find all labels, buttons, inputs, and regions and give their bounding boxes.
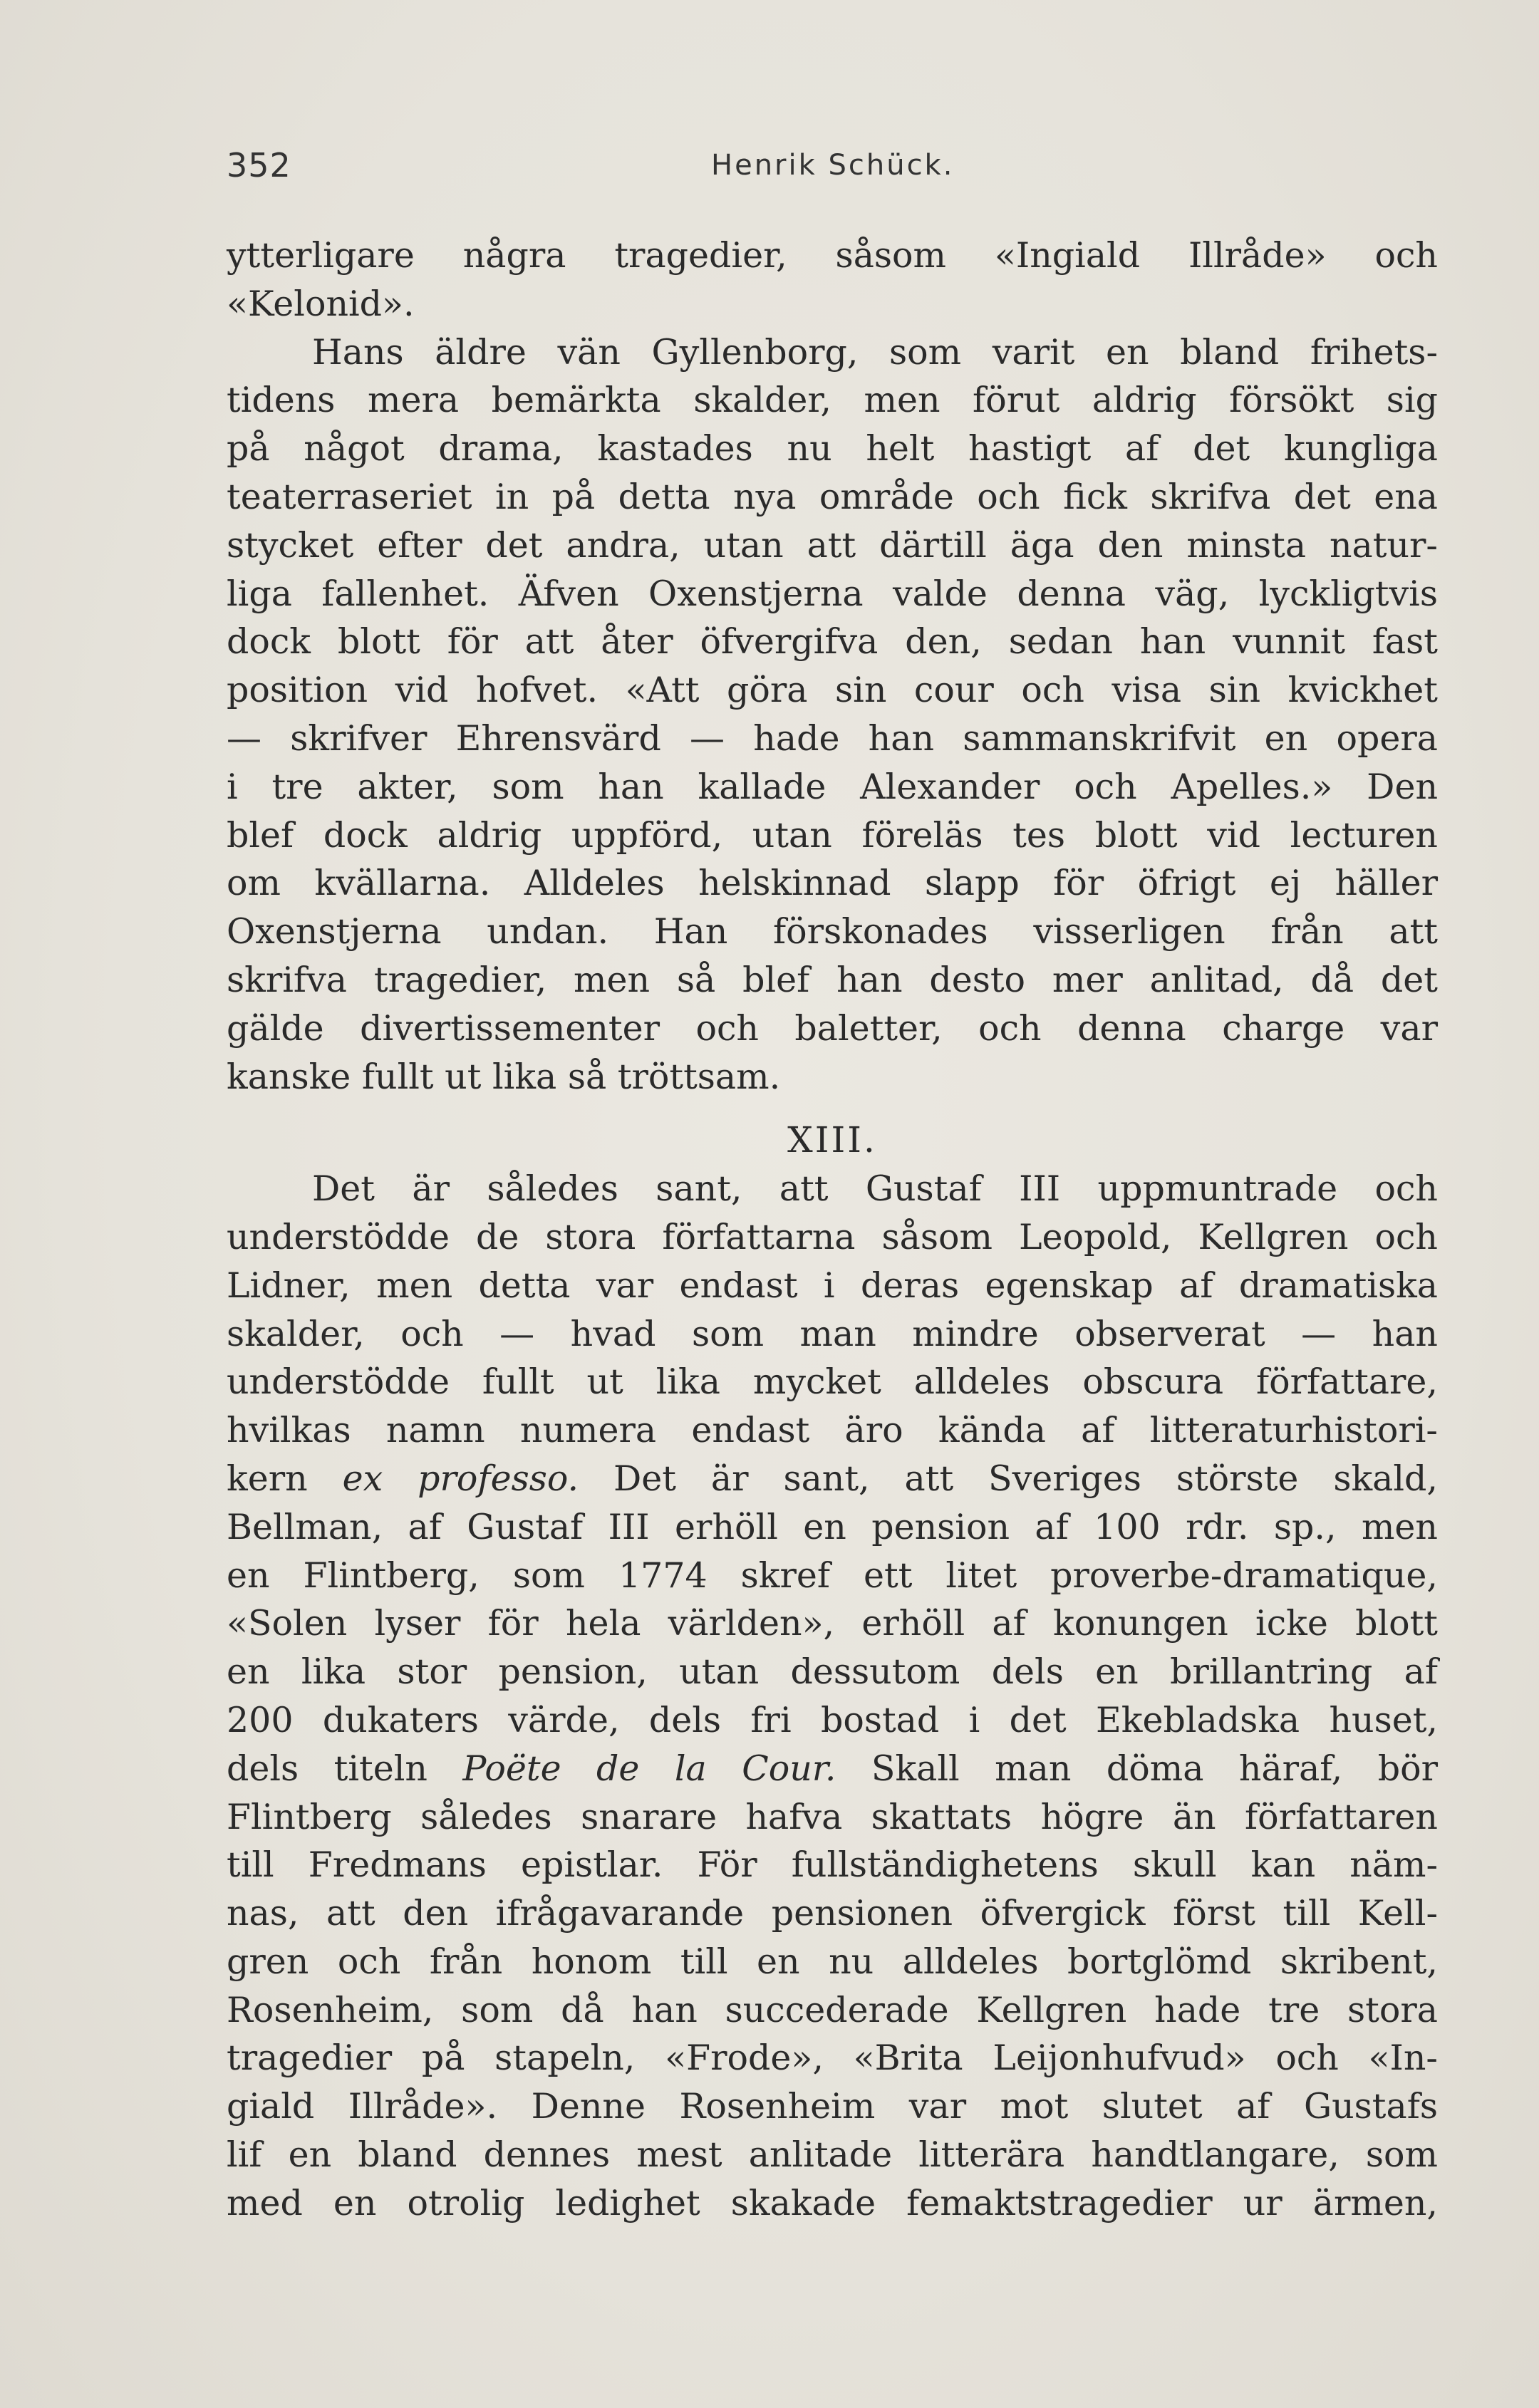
- text-fragment: Skall man döma häraf, bör: [871, 1748, 1438, 1789]
- text-line: dock blott för att åter öfvergifva den, sedan han vunnit fast: [227, 621, 1438, 663]
- text-line: gälde divertissementer och baletter, och denna charge var: [227, 1007, 1438, 1049]
- text-line: Rosenheim, som då han succederade Kellgren hade tre stora: [227, 1989, 1438, 2030]
- text-line: «Kelonid».: [227, 283, 415, 324]
- text-line: «Solen lyser för hela världen», erhöll af konungen icke blott: [227, 1603, 1438, 1644]
- text-line: teaterraseriet in på detta nya område och fick skrifva det ena: [227, 476, 1438, 517]
- text-line: understödde fullt ut lika mycket alldeles obscura författare,: [227, 1361, 1438, 1403]
- text-line: position vid hofvet. «Att göra sin cour och visa sin kvickhet: [227, 670, 1438, 711]
- text-line: skalder, och — hvad som man mindre observerat — han: [227, 1313, 1438, 1354]
- text-line: kanske fullt ut lika så tröttsam.: [227, 1056, 781, 1097]
- page-header: [227, 146, 1438, 196]
- text-line: gren och från honom till en nu alldeles bortglömd skribent,: [227, 1941, 1438, 1982]
- text-line: understödde de stora författarna såsom Leopold, Kellgren och: [227, 1216, 1438, 1257]
- text-line: en Flintberg, som 1774 skref ett litet proverbe-dramatique,: [227, 1555, 1438, 1596]
- text-fragment: dels titeln: [227, 1748, 428, 1789]
- text-line: blef dock aldrig uppförd, utan föreläs tes blott vid lecturen: [227, 814, 1438, 856]
- page-number: 352: [227, 146, 291, 185]
- text-line: skrifva tragedier, men så blef han desto mer anlitad, då det: [227, 959, 1438, 1000]
- text-line: tragedier på stapeln, «Frode», «Brita Leijonhufvud» och «In-: [227, 2038, 1438, 2079]
- text-line: Bellman, af Gustaf III erhöll en pension af 100 rdr. sp., men: [227, 1506, 1438, 1547]
- body-text: [227, 232, 1438, 2228]
- text-fragment: kern: [227, 1458, 308, 1499]
- text-line: Hans äldre vän Gyllenborg, som varit en bland frihets-: [312, 331, 1438, 373]
- text-line: Oxenstjerna undan. Han förskonades visserligen från att: [227, 911, 1438, 953]
- text-line: lif en bland dennes mest anlitade litterära handtlangare, som: [227, 2134, 1438, 2176]
- text-line: hvilkas namn numera endast äro kända af litteraturhistori-: [227, 1410, 1438, 1451]
- text-line: [227, 1455, 1438, 1503]
- text-line: 200 dukaters värde, dels fri bostad i det Ekebladska huset,: [227, 1699, 1438, 1740]
- text-line: tidens mera bemärkta skalder, men förut aldrig försökt sig: [227, 380, 1438, 421]
- text-line: till Fredmans epistlar. För fullständighetens skull kan näm-: [227, 1844, 1438, 1886]
- text-line: stycket efter det andra, utan att därtill äga den minsta natur-: [227, 524, 1438, 566]
- text-line: med en otrolig ledighet skakade femaktstragedier ur ärmen,: [227, 2182, 1438, 2223]
- italic-phrase: ex professo.: [342, 1458, 579, 1499]
- italic-phrase: Poëte de la Cour.: [462, 1748, 836, 1789]
- section-heading: XIII.: [787, 1119, 877, 1161]
- text-line: [227, 1745, 1438, 1793]
- text-line: liga fallenhet. Äfven Oxenstjerna valde denna väg, lyckligtvis: [227, 573, 1438, 614]
- text-line: på något drama, kastades nu helt hastigt af det kungliga: [227, 428, 1438, 469]
- text-line: Det är således sant, att Gustaf III uppmuntrade och: [312, 1168, 1438, 1210]
- text-line: Lidner, men detta var endast i deras egenskap af dramatiska: [227, 1265, 1438, 1306]
- running-head: Henrik Schück.: [711, 149, 955, 182]
- text-line: Flintberg således snarare hafva skattats högre än författaren: [227, 1796, 1438, 1837]
- text-fragment: Det är sant, att Sveriges störste skald,: [613, 1458, 1439, 1499]
- text-line: i tre akter, som han kallade Alexander och Apelles.» Den: [227, 766, 1438, 807]
- text-line: ytterligare några tragedier, såsom «Ingiald Illråde» och: [227, 235, 1438, 276]
- text-line: om kvällarna. Alldeles helskinnad slapp för öfrigt ej häller: [227, 863, 1438, 904]
- text-line: en lika stor pension, utan dessutom dels en brillantring af: [227, 1651, 1438, 1693]
- text-line: — skrifver Ehrensvärd — hade han sammanskrifvit en opera: [227, 717, 1438, 759]
- text-line: nas, att den ifrågavarande pensionen öfvergick först till Kell-: [227, 1893, 1438, 1934]
- text-line: giald Illråde». Denne Rosenheim var mot slutet af Gustafs: [227, 2086, 1438, 2127]
